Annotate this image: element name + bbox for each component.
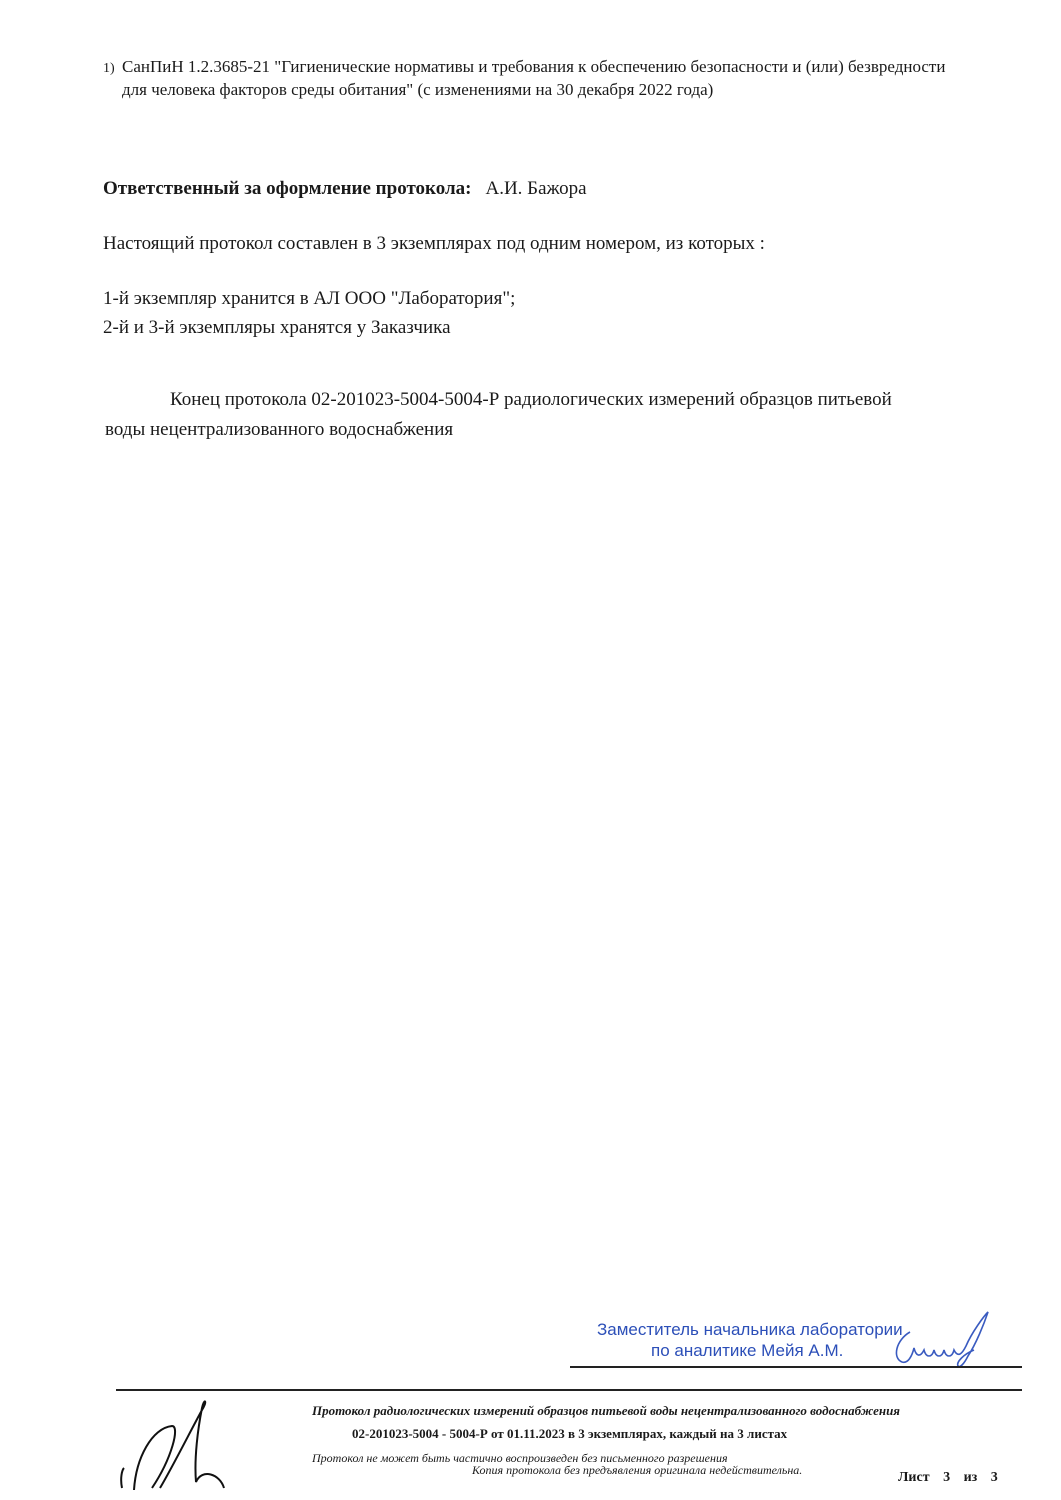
- copy-item-1: 1-й экземпляр хранится в АЛ ООО "Лаборатория";: [103, 288, 516, 309]
- copy-item-2: 2-й и 3-й экземпляры хранятся у Заказчика: [103, 317, 451, 338]
- sheet-total: 3: [990, 1470, 998, 1485]
- footer-warning-reproduction: Протокол не может быть частично воспроизведен без письменного разрешения: [312, 1451, 728, 1465]
- end-note-line2: воды нецентрализованного водоснабжения: [105, 419, 454, 440]
- sheet-label: Лист: [898, 1470, 930, 1485]
- responsible-person: [103, 178, 587, 200]
- initials-signature-icon: [112, 1398, 232, 1500]
- sheet-current: 3: [943, 1470, 951, 1485]
- footer-divider: [116, 1389, 1022, 1391]
- footer-protocol-number: 02-201023-5004 - 5004-Р от 01.11.2023 в 3 экземплярах, каждый на 3 листах: [352, 1426, 788, 1441]
- footer-title: Протокол радиологических измерений образцов питьевой воды нецентрализованного водоснабжения: [312, 1403, 901, 1418]
- responsible-label: Ответственный за оформление протокола:: [103, 178, 472, 199]
- end-note-line1: Конец протокола 02-201023-5004-5004-Р радиологических измерений образцов питьевой: [170, 389, 892, 410]
- signature-divider: [570, 1366, 1022, 1368]
- footnote-text-line2: для человека факторов среды обитания" (с изменениями на 30 декабря 2022 года): [122, 80, 714, 99]
- stamp-name: по аналитике Мейя А.М.: [651, 1341, 844, 1360]
- sheet-of-label: из: [963, 1470, 978, 1485]
- stamp-position: Заместитель начальника лаборатории: [597, 1320, 903, 1339]
- footer-warning-copy: Копия протокола без предъявления оригинала недействительна.: [472, 1463, 803, 1477]
- copies-intro: Настоящий протокол составлен в 3 экземплярах под одним номером, из которых :: [103, 233, 765, 254]
- signature-icon: [888, 1310, 993, 1370]
- footnote-text-line1: СанПиН 1.2.3685-21 "Гигиенические нормативы и требования к обеспечению безопасности и (или) безвредности: [122, 57, 946, 76]
- responsible-name: А.И. Бажора: [485, 178, 587, 199]
- sheet-counter: [898, 1470, 998, 1486]
- footnote-marker: 1): [103, 61, 115, 76]
